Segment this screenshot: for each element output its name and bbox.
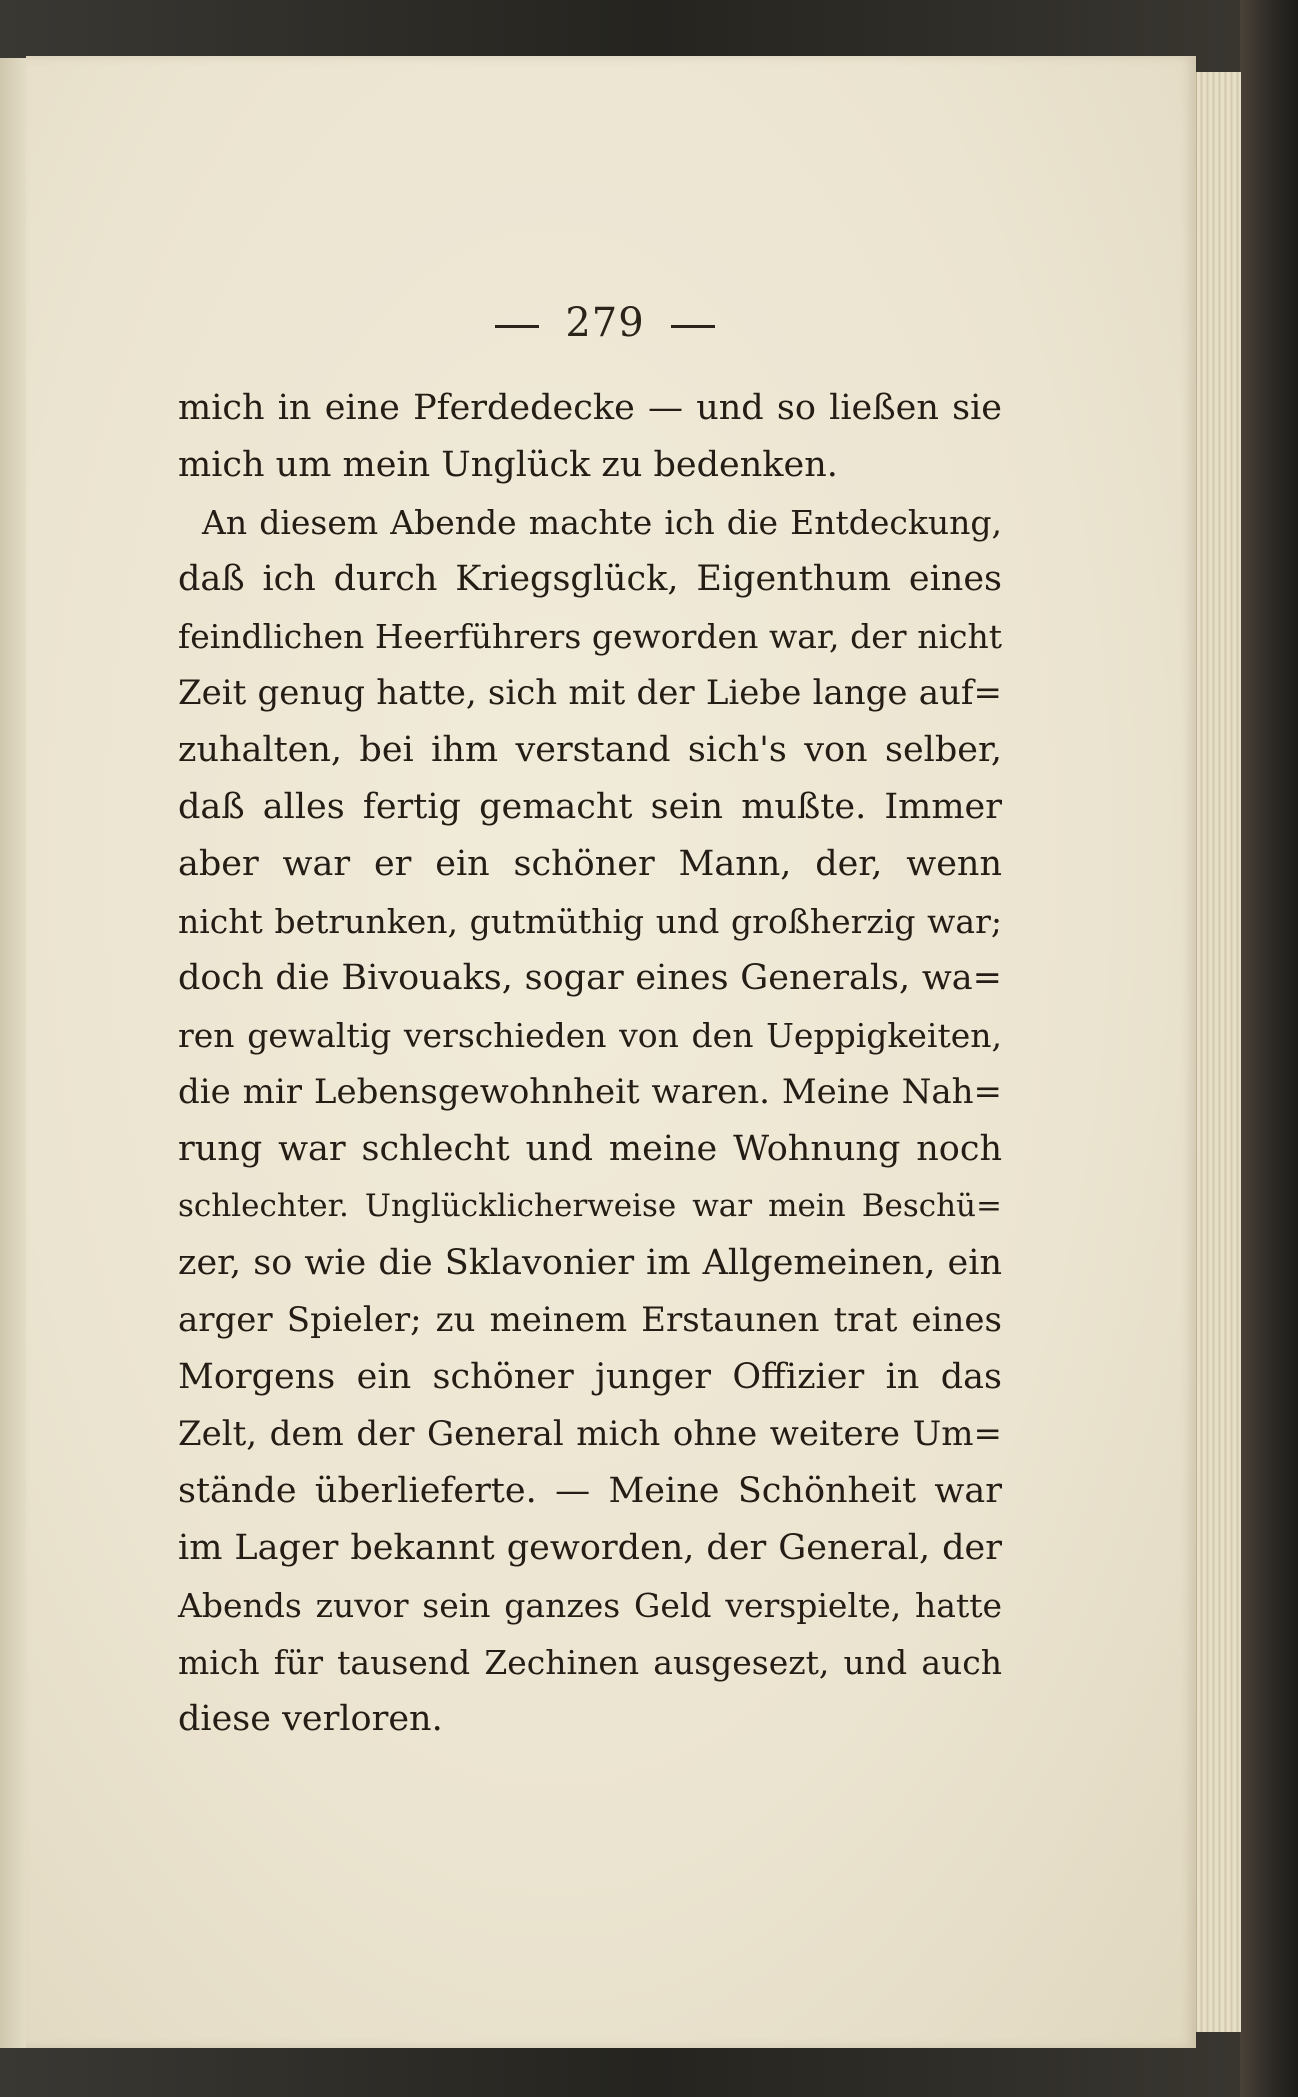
- running-head: [178, 300, 1002, 346]
- text-line: aber war er ein schöner Mann, der, wenn: [178, 844, 1002, 884]
- text-line: feindlichen Heerführers geworden war, der nicht: [178, 617, 1002, 656]
- text-line: An diesem Abende machte ich die Entdeckung,: [202, 503, 1002, 542]
- text-line: mich für tausend Zechinen ausgesezt, und auch: [178, 1643, 1002, 1682]
- text-line: Abends zuvor sein ganzes Geld verspielte, hatte: [178, 1586, 1002, 1625]
- text-line: nicht betrunken, gutmüthig und großherzig war;: [178, 902, 1002, 941]
- text-line: daß ich durch Kriegsglück, Eigenthum eines: [178, 559, 1002, 599]
- text-line: Zeit genug hatte, sich mit der Liebe lange auf=: [178, 673, 1002, 713]
- left-dash: [495, 325, 539, 328]
- page-number: 279: [565, 300, 645, 346]
- page-block-edges: [1196, 72, 1241, 2032]
- right-dash: [671, 325, 715, 328]
- text-line: Morgens ein schöner junger Offizier in das: [178, 1357, 1002, 1397]
- text-line: diese verloren.: [178, 1699, 443, 1739]
- text-line: schlechter. Unglücklicherweise war mein Beschü=: [178, 1188, 1002, 1224]
- text-line: mich um mein Unglück zu bedenken.: [178, 445, 838, 485]
- text-line: daß alles fertig gemacht sein mußte. Immer: [178, 787, 1002, 827]
- page-content: [178, 300, 1002, 1748]
- text-line: im Lager bekannt geworden, der General, der: [178, 1528, 1002, 1568]
- body-text: [178, 380, 1002, 1748]
- text-line: mich in eine Pferdedecke — und so ließen sie: [178, 388, 1002, 428]
- text-line: ren gewaltig verschieden von den Ueppigkeiten,: [178, 1016, 1002, 1055]
- cover-edge: [1240, 0, 1298, 2097]
- text-line: zuhalten, bei ihm verstand sich's von selber,: [178, 730, 1002, 770]
- text-line: arger Spieler; zu meinem Erstaunen trat eines: [178, 1300, 1002, 1340]
- facing-page-edge: [0, 58, 27, 2048]
- text-line: stände überlieferte. — Meine Schönheit war: [178, 1471, 1002, 1511]
- text-line: doch die Bivouaks, sogar eines Generals, wa=: [178, 958, 1002, 998]
- text-line: zer, so wie die Sklavonier im Allgemeinen, ein: [178, 1243, 1002, 1283]
- text-line: Zelt, dem der General mich ohne weitere Um=: [178, 1414, 1002, 1454]
- text-line: die mir Lebensgewohnheit waren. Meine Nah=: [178, 1072, 1002, 1112]
- text-line: rung war schlecht und meine Wohnung noch: [178, 1129, 1002, 1169]
